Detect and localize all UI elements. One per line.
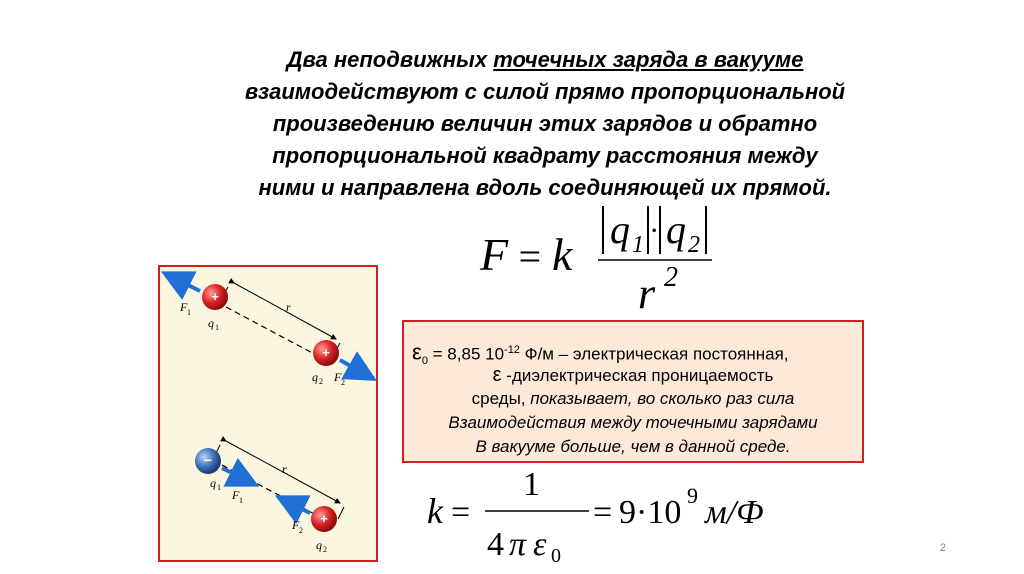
k-eq1: = bbox=[451, 494, 471, 531]
law-statement bbox=[130, 44, 960, 204]
distance-label: r bbox=[282, 462, 287, 476]
epsilon-text: -диэлектрическая проницаемость bbox=[501, 366, 774, 385]
k-den-eps: ε bbox=[533, 526, 547, 563]
permittivity-info-box bbox=[402, 320, 864, 463]
force-arrow-F1 bbox=[168, 275, 200, 291]
law-line-3: произведению величин этих зарядов и обратно bbox=[272, 111, 818, 136]
law-line-5: ними и направлена вдоль соединяющей их прямой. bbox=[258, 175, 832, 200]
epsilon0-exp: -12 bbox=[504, 344, 520, 356]
q1-label: q bbox=[210, 476, 216, 490]
k-den-4: 4 bbox=[487, 526, 504, 563]
formula-q2-sub: 2 bbox=[688, 232, 700, 258]
k-numerator: 1 bbox=[523, 466, 540, 503]
F1-label: F bbox=[180, 300, 188, 314]
formula-dot: · bbox=[650, 214, 658, 247]
plus-sign: + bbox=[322, 345, 330, 360]
epsilon-symbol: ε bbox=[492, 364, 502, 386]
formula-r-exp: 2 bbox=[664, 262, 678, 293]
bottom-pair bbox=[195, 441, 344, 554]
law-line-1: Два неподвижных точечных заряда в вакууме bbox=[286, 47, 804, 72]
info-line-2 bbox=[404, 364, 862, 387]
distance-dashed-line bbox=[226, 307, 320, 357]
plus-sign: + bbox=[320, 511, 328, 526]
F2-sub: 2 bbox=[299, 526, 303, 535]
formula-q1: q bbox=[610, 207, 630, 252]
coulomb-formula bbox=[478, 198, 748, 318]
epsilon0-value: = 8,85 10 bbox=[427, 344, 505, 364]
k-formula-svg bbox=[425, 465, 805, 565]
k-unit: м/Ф bbox=[705, 494, 764, 531]
force-arrow-F2 bbox=[340, 360, 370, 377]
force-arrow-F2 bbox=[282, 499, 310, 513]
q1-sub: 1 bbox=[215, 323, 219, 332]
dimension-tick bbox=[338, 507, 344, 519]
formula-r: r bbox=[638, 269, 656, 318]
distance-dimension bbox=[234, 283, 336, 339]
charges-illustration bbox=[160, 267, 376, 560]
epsilon0-symbol: ε bbox=[412, 339, 422, 365]
q2-sub: 2 bbox=[319, 377, 323, 386]
q1-sub: 1 bbox=[217, 483, 221, 492]
law-underlined: точечных заряда в вакууме bbox=[493, 47, 804, 72]
epsilon0-text: Ф/м – электрическая постоянная, bbox=[519, 344, 789, 364]
minus-sign: − bbox=[203, 452, 213, 468]
info-line-4: Взаимодействия между точечными зарядами bbox=[448, 413, 818, 432]
epsilon0-sub: 0 bbox=[421, 355, 428, 368]
F2-label: F bbox=[334, 370, 342, 384]
formula-k: k bbox=[552, 229, 573, 280]
force-arrow-F1 bbox=[222, 468, 252, 483]
distance-label: r bbox=[286, 300, 291, 314]
k-symbol: k bbox=[427, 491, 443, 531]
top-pair bbox=[168, 275, 370, 387]
formula-F: F bbox=[480, 229, 509, 280]
coulomb-formula-svg bbox=[478, 198, 748, 318]
page-number: 2 bbox=[939, 542, 946, 554]
F1-sub: 1 bbox=[187, 308, 191, 317]
formula-q2: q bbox=[666, 207, 686, 252]
k-eq2: = bbox=[593, 494, 613, 531]
k-exp: 9 bbox=[687, 483, 698, 508]
q2-sub: 2 bbox=[323, 545, 327, 554]
F1-sub: 1 bbox=[239, 496, 243, 505]
k-value: 9·10 bbox=[619, 494, 682, 531]
F2-sub: 2 bbox=[341, 378, 345, 387]
law-line-2: взаимодействуют с силой прямо пропорциональной bbox=[244, 79, 846, 104]
formula-eq: = bbox=[516, 234, 543, 279]
q2-label: q bbox=[312, 370, 318, 384]
plus-sign: + bbox=[211, 289, 219, 304]
q2-label: q bbox=[316, 538, 322, 552]
F2-label: F bbox=[292, 518, 300, 532]
k-formula bbox=[425, 465, 805, 565]
charges-figure bbox=[158, 265, 378, 562]
k-den-pi: π bbox=[509, 526, 527, 563]
formula-q1-sub: 1 bbox=[632, 232, 644, 258]
k-den-sub: 0 bbox=[551, 545, 561, 565]
info-line-5: В вакууме больше, чем в данной среде. bbox=[475, 437, 791, 456]
F1-label: F bbox=[232, 488, 240, 502]
info-line-3: среды, показывает, во сколько раз сила bbox=[471, 389, 795, 408]
q1-label: q bbox=[208, 316, 214, 330]
law-line-4: пропорциональной квадрату расстояния между bbox=[272, 143, 818, 168]
